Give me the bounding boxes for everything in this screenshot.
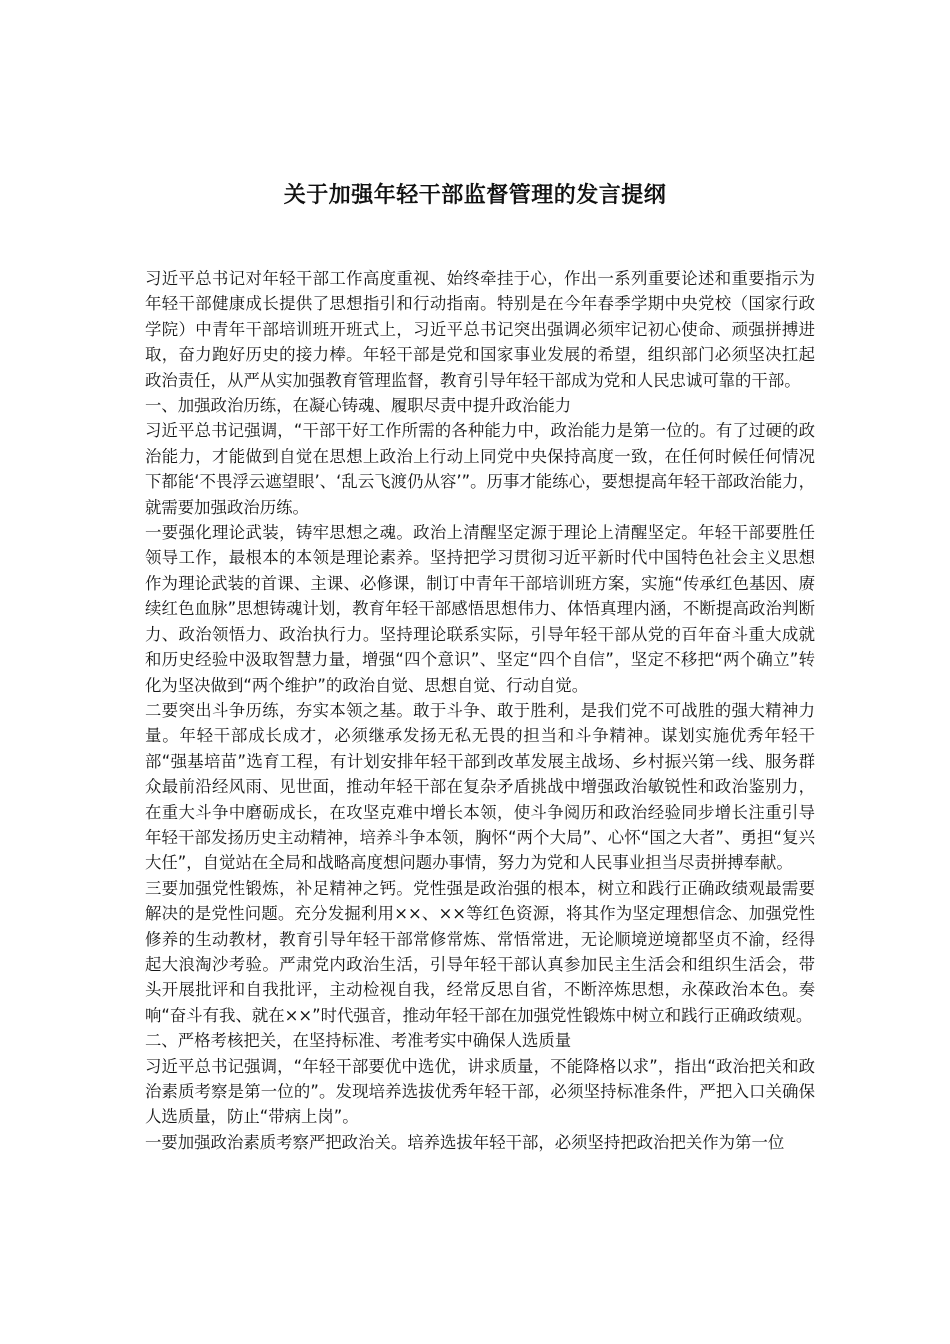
section-heading-2: 二、严格考核把关，在坚持标准、考准考实中确保人选质量 xyxy=(145,1031,572,1051)
section-2-lead-paragraph: 习近平总书记强调，“年轻干部要优中选优，讲求质量，不能降格以求”，指出“政治把关和政治素质考察是第一位的”。发现培养选拔优秀年轻干部，必须坚持标准条件，严把入口关确保人选质量，防止“带病上岗”。 xyxy=(145,1056,815,1127)
section-heading-1: 一、加强政治历练，在凝心铸魂、履职尽责中提升政治能力 xyxy=(145,396,572,416)
section-1-lead-paragraph: 习近平总书记强调，“干部干好工作所需的各种能力中，政治能力是第一位的。有了过硬的政治能力，才能做到自觉在思想上政治上行动上同党中央保持高度一致，在任何时候任何情况下都能‘不畏浮云遮望眼’、‘乱云飞渡仍从容’”。历事才能练心，要想提高年轻干部政治能力，就需要加强政治历练。 xyxy=(145,421,815,517)
document-title: 关于加强年轻干部监督管理的发言提纲 xyxy=(283,183,667,208)
section-2-point-1-paragraph: 一要加强政治素质考察严把政治关。培养选拔年轻干部，必须坚持把政治把关作为第一位 xyxy=(145,1132,785,1152)
section-1-point-3-paragraph: 三要加强党性锻炼，补足精神之钙。党性强是政治强的根本，树立和践行正确政绩观最需要解决的是党性问题。充分发掘利用××、××等红色资源，将其作为坚定理想信念、加强党性修养的生动教材，教育引导年轻干部常修常炼、常悟常进，无论顺境逆境都坚贞不渝，经得起大浪淘沙考验。严肃党内政治生活，引导年轻干部认真参加民主生活会和组织生活会，带头开展批评和自我批评，主动检视自我，经常反思自省，不断淬炼思想，永葆政治本色。奏响“奋斗有我、就在××”时代强音，推动年轻干部在加强党性锻炼中树立和践行正确政绩观。 xyxy=(145,878,815,1025)
document-body xyxy=(145,266,815,1155)
intro-paragraph: 习近平总书记对年轻干部工作高度重视、始终牵挂于心，作出一系列重要论述和重要指示为年轻干部健康成长提供了思想指引和行动指南。特别是在今年春季学期中央党校（国家行政学院）中青年干部培训班开班式上，习近平总书记突出强调必须牢记初心使命、顽强拼搏进取，奋力跑好历史的接力棒。年轻干部是党和国家事业发展的希望，组织部门必须坚决扛起政治责任，从严从实加强教育管理监督，教育引导年轻干部成为党和人民忠诚可靠的干部。 xyxy=(145,269,815,390)
section-1-point-1-paragraph: 一要强化理论武装，铸牢思想之魂。政治上清醒坚定源于理论上清醒坚定。年轻干部要胜任领导工作，最根本的本领是理论素养。坚持把学习贯彻习近平新时代中国特色社会主义思想作为理论武装的首课、主课、必修课，制订中青年干部培训班方案，实施“传承红色基因、赓续红色血脉”思想铸魂计划，教育年轻干部感悟思想伟力、体悟真理内涵，不断提高政治判断力、政治领悟力、政治执行力。坚持理论联系实际，引导年轻干部从党的百年奋斗重大成就和历史经验中汲取智慧力量，增强“四个意识”、坚定“四个自信”，坚定不移把“两个确立”转化为坚决做到“两个维护”的政治自觉、思想自觉、行动自觉。 xyxy=(145,523,815,695)
section-1-point-2-paragraph: 二要突出斗争历练，夯实本领之基。敢于斗争、敢于胜利，是我们党不可战胜的强大精神力量。年轻干部成长成才，必须继承发扬无私无畏的担当和斗争精神。谋划实施优秀年轻干部“强基培苗”选育工程，有计划安排年轻干部到改革发展主战场、乡村振兴第一线、服务群众最前沿经风雨、见世面，推动年轻干部在复杂矛盾挑战中增强政治敏锐性和政治鉴别力，在重大斗争中磨砺成长，在攻坚克难中增长本领，使斗争阅历和政治经验同步增长注重引导年轻干部发扬历史主动精神，培养斗争本领，胸怀“两个大局”、心怀“国之大者”、勇担“复兴大任”，自觉站在全局和战略高度想问题办事情，努力为党和人民事业担当尽责拼搏奉献。 xyxy=(145,700,815,873)
